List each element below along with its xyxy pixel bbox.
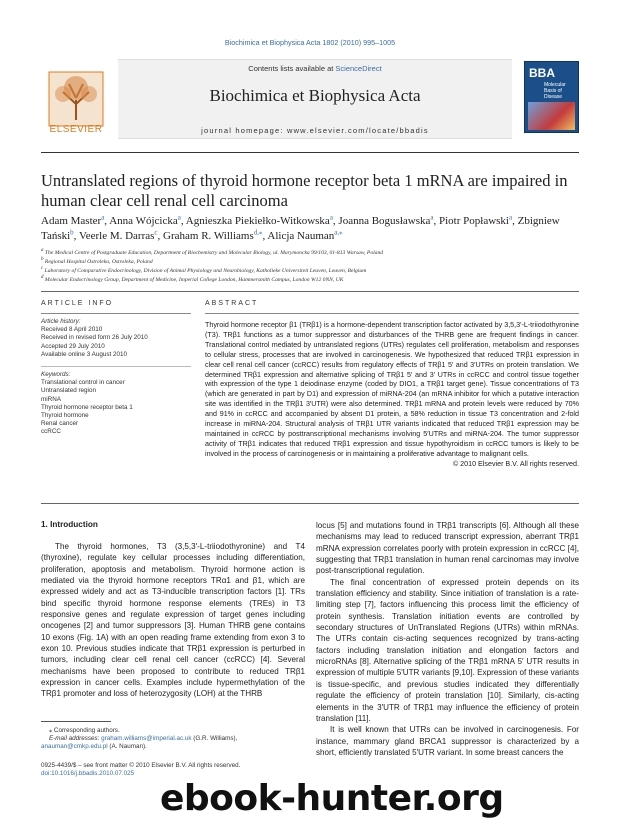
sciencedirect-link[interactable]: ScienceDirect [335,64,382,73]
author-affiliation-mark[interactable]: a [430,213,434,222]
abstract [205,300,579,468]
abstract-heading: ABSTRACT [205,300,259,307]
email-nauman-link[interactable]: anauman@cmkp.edu.pl [41,743,108,751]
history-label: Article history: [41,318,81,325]
corresponding-label: ⁎ Corresponding authors. [49,727,120,734]
doi-link[interactable]: doi:10.1016/j.bbadis.2010.07.025 [41,770,135,778]
author-affiliation-mark[interactable]: d,⁎ [253,228,263,237]
contents-prefix: Contents lists available at [248,64,336,73]
author-name: Alicja Nauman [267,230,335,242]
affiliation-b: $^b$ Regional Hospital Ostroleka, Ostroleka, Poland [41,257,153,265]
email-williams-name: (G.R. Williams), [191,735,238,743]
issn-block [41,762,305,778]
footnote-rule [41,721,111,722]
elsevier-wordmark: ELSEVIER [49,124,103,135]
intro-left-column [41,541,305,700]
journal-homepage[interactable]: journal homepage: www.elsevier.com/locate/bbadis [201,126,429,135]
author-name: Adam Master [41,215,102,227]
intro-paragraph-3: The final concentration of expressed protein depends on its translation efficiency and stability. Since initiation of translation is a rate-limiting step [7], factors influencing this process limit the efficiency of protein synthesis. Translation initiation events are controlled by secondary structures of UnTranslated Regions (UTRs) within mRNAs. The UTRs contain cis-acting sequences recognized by trans-acting factors including translation initiation and elongation factors and microRNAs [8]. Alternative splicing of the TRβ1 mRNA 5′ UTR results in expression of multiple 5′UTR variants [9,10]. Expression of these variants is tissue-specific, and previous studies indicated they differentially regulate the efficiency of protein translation [10]. Similarly, cis-acting elements in the 3′UTR of TRβ1 may influence the efficiency of protein translation [11]. [316,577,579,723]
author-affiliation-mark[interactable]: a [177,213,181,222]
author-name: Anna Wójcicka [109,215,178,227]
author-name: Agnieszka Piekiełko-Witkowska [185,215,330,227]
article-info [41,300,191,437]
author-affiliation-mark[interactable]: a,⁎ [334,228,343,237]
history-1: Received in revised form 26 July 2010 [41,334,148,342]
corresponding-footnote [41,727,305,752]
author-affiliation-mark[interactable]: b [70,228,74,237]
info-rule [41,291,579,292]
watermark-text: ebook-hunter.org [160,778,504,819]
email-williams-link[interactable]: graham.williams@imperial.ac.uk [101,735,192,743]
keywords-divider [41,366,191,367]
keyword-4: Thyroid hormone [41,412,89,420]
abstract-copyright: © 2010 Elsevier B.V. All rights reserved. [452,459,579,468]
email-label: E-mail addresses: [49,735,100,743]
cover-label: BBA [529,66,555,80]
author-name: Piotr Popławski [439,215,509,227]
elsevier-tree-logo [41,65,111,133]
author-affiliation-mark[interactable]: a [329,213,333,222]
cover-subtitle: Molecular Basis of Disease [544,82,566,100]
keyword-5: Renal cancer [41,420,79,428]
issn-line: 0925-4439/$ – see front matter © 2010 Elsevier B.V. All rights reserved. [41,762,241,769]
intro-paragraph-2: locus [5] and mutations found in TRβ1 transcripts [6]. Although all these mechanisms may lead to reduced transcript expression, aberrant TRβ1 mRNA expression correlates poorly with protein expression in ccRCC [4], suggesting that TRβ1 translation in human renal carcinomas may involve post-transcriptional regulation. [316,521,579,576]
author-name: Joanna Bogusławska [338,215,431,227]
abstract-divider [205,313,579,314]
keywords-label: Keywords: [41,371,71,379]
affiliation-a: $^a$ The Medical Centre of Postgraduate Education, Department of Biochemistry and Molecular Biology, ul. Marymoncka 99/103, 01-813 Warsaw, Poland [41,248,384,256]
author-affiliation-mark[interactable]: c [154,228,158,237]
affiliation-d: $^d$ Molecular Endocrinology Group, Department of Medicine, Imperial College London, Hammersmith Campus, London W12 0NN, UK [41,275,344,283]
keyword-6: ccRCC [41,428,61,436]
keyword-0: Translational control in cancer [41,379,125,387]
intro-right-column [316,520,579,758]
author-list: Adam Master$^a$, Anna Wójcicka$^a$, Agnieszka Piekiełko-Witkowska$^a$, Joanna Bogusławska$^a$, Piotr Popławski$^a$, Zbigniew Tański$^b$, Veerle M. Darras$^c$, Graham R. Williams$^{d,⁎}$, Alicja Nauman$^{a,⁎}$ [41,213,560,242]
abstract-text: Thyroid hormone receptor β1 (TRβ1) is a hormone-dependent transcription factor activated by 3,5,3′-L-triiodothyronine (T3). TRβ1 functions as a tumor suppressor and disturbances of the THRB gene are frequent findings in cancer. Translational control mediated by untranslated regions (UTRs) regulates cell proliferation, metabolism and responses to cellular stress, processes that are involved in carcinogenesis. We hypothesized that reduced TRβ1 expression in clear cell renal cell cancer (ccRCC) results from regulatory effects of TRβ1 5′ and 3′UTRs on protein translation. We determined TRβ1 expression and alternative splicing of TRβ1 5′ and 3′ UTRs in ccRCC and control tissue together with expression of the type 1 deiodinase enzyme (coded by DIO1, a TRβ1 target gene). Tissue concentrations of T3 (which are generated in part by D1) and expression of miRNA-204 (an mRNA inhibitor for which a putative interaction site was identified in the TRβ1 3′UTR) were also determined. TRβ1 mRNA and protein levels were reduced by 70% and 91% in ccRCC and accompanied by absent D1 protein, a 58% reduction in tissue T3 concentration and 2-fold increase in miRNA-204. Structural analysis of TRβ1 UTR variants indicated that reduced TRβ1 expression may be maintained in ccRCC by posttranscriptional mechanisms involving 5′UTRs and miRNA-204. The tumor suppressor activity of TRβ1 indicates that reduced TRβ1 expression and tissue hypothyroidism in ccRCC tumors is likely to be involved in the process of carcinogenesis or in maintaining a proliferative advantage to malignant cells. [205,321,579,458]
author-name: Zbigniew Tański [41,215,560,242]
author-name: Veerle M. Darras [78,230,155,242]
keyword-2: miRNA [41,395,61,403]
history-3: Available online 3 August 2010 [41,350,128,358]
journal-title: Biochimica et Biophysica Acta [209,86,421,105]
author-name: Graham R. Williams [163,230,254,242]
history-2: Accepted 29 July 2010 [41,342,105,350]
intro-paragraph-1: The thyroid hormones, T3 (3,5,3′-L-triiodothyronine) and T4 (thyroxine), regulate key cellular processes including differentiation, proliferation, apoptosis and metabolism. Thyroid hormone action is mediated via the thyroid hormone receptors TRα1 and β1, which are expressed widely and act as T3-inducible transcription factors [1]. TRs bind specific thyroid hormone response elements (TREs) in T3 responsive genes and regulate expression of target genes including oncogenes [2] and tumor suppressors [3]. Human THRB gene contains 10 exons (Fig. 1A) with an open reading frame extending from exon 3 to exon 10. Previous studies indicate that TRβ1 expression is perturbed in tumors, including clear cell renal cell cancer (ccRCC) [4]. Several mechanisms have been proposed to contribute to reduced TRβ1 expression in cancer cells. Examples include hypermethylation of the TRβ1 promoter and loss of heterozygosity (LOH) at the THRB [41,542,305,699]
contents-line [118,64,512,73]
cover-image [528,102,575,130]
author-affiliation-mark[interactable]: a [508,213,513,222]
affiliation-c: $^c$ Laboratory of Comparative Endocrinology, Division of Animal Physiology and Neurobiology, Katholieke Universiteit Leuven, Leuven, Belgium [41,266,367,274]
keyword-3: Thyroid hormone receptor beta 1 [41,403,133,411]
info-divider [41,313,191,314]
intro-paragraph-4: It is well known that UTRs can be involved in carcinogenesis. For instance, mammary gland BRCA1 suppressor is characterized by a short, efficiently translated 5′UTR variant. In some breast cancers the [316,725,579,757]
article-info-heading: ARTICLE INFO [41,300,114,307]
author-affiliation-mark[interactable]: a [101,213,105,222]
keyword-1: Untranslated region [41,387,96,395]
article-title: Untranslated regions of thyroid hormone receptor beta 1 mRNA are impaired in human clear cell renal cell carcinoma [41,171,568,210]
journal-citation[interactable]: Biochimica et Biophysica Acta 1802 (2010) 995–1005 [224,38,396,47]
header-rule [41,152,579,153]
email-line-2 [41,743,305,751]
section-heading-introduction: 1. Introduction [41,520,98,529]
email-nauman-name: (A. Nauman). [107,743,147,751]
email-line [41,735,305,743]
body-rule [41,503,579,504]
history-0: Received 8 April 2010 [41,326,103,334]
